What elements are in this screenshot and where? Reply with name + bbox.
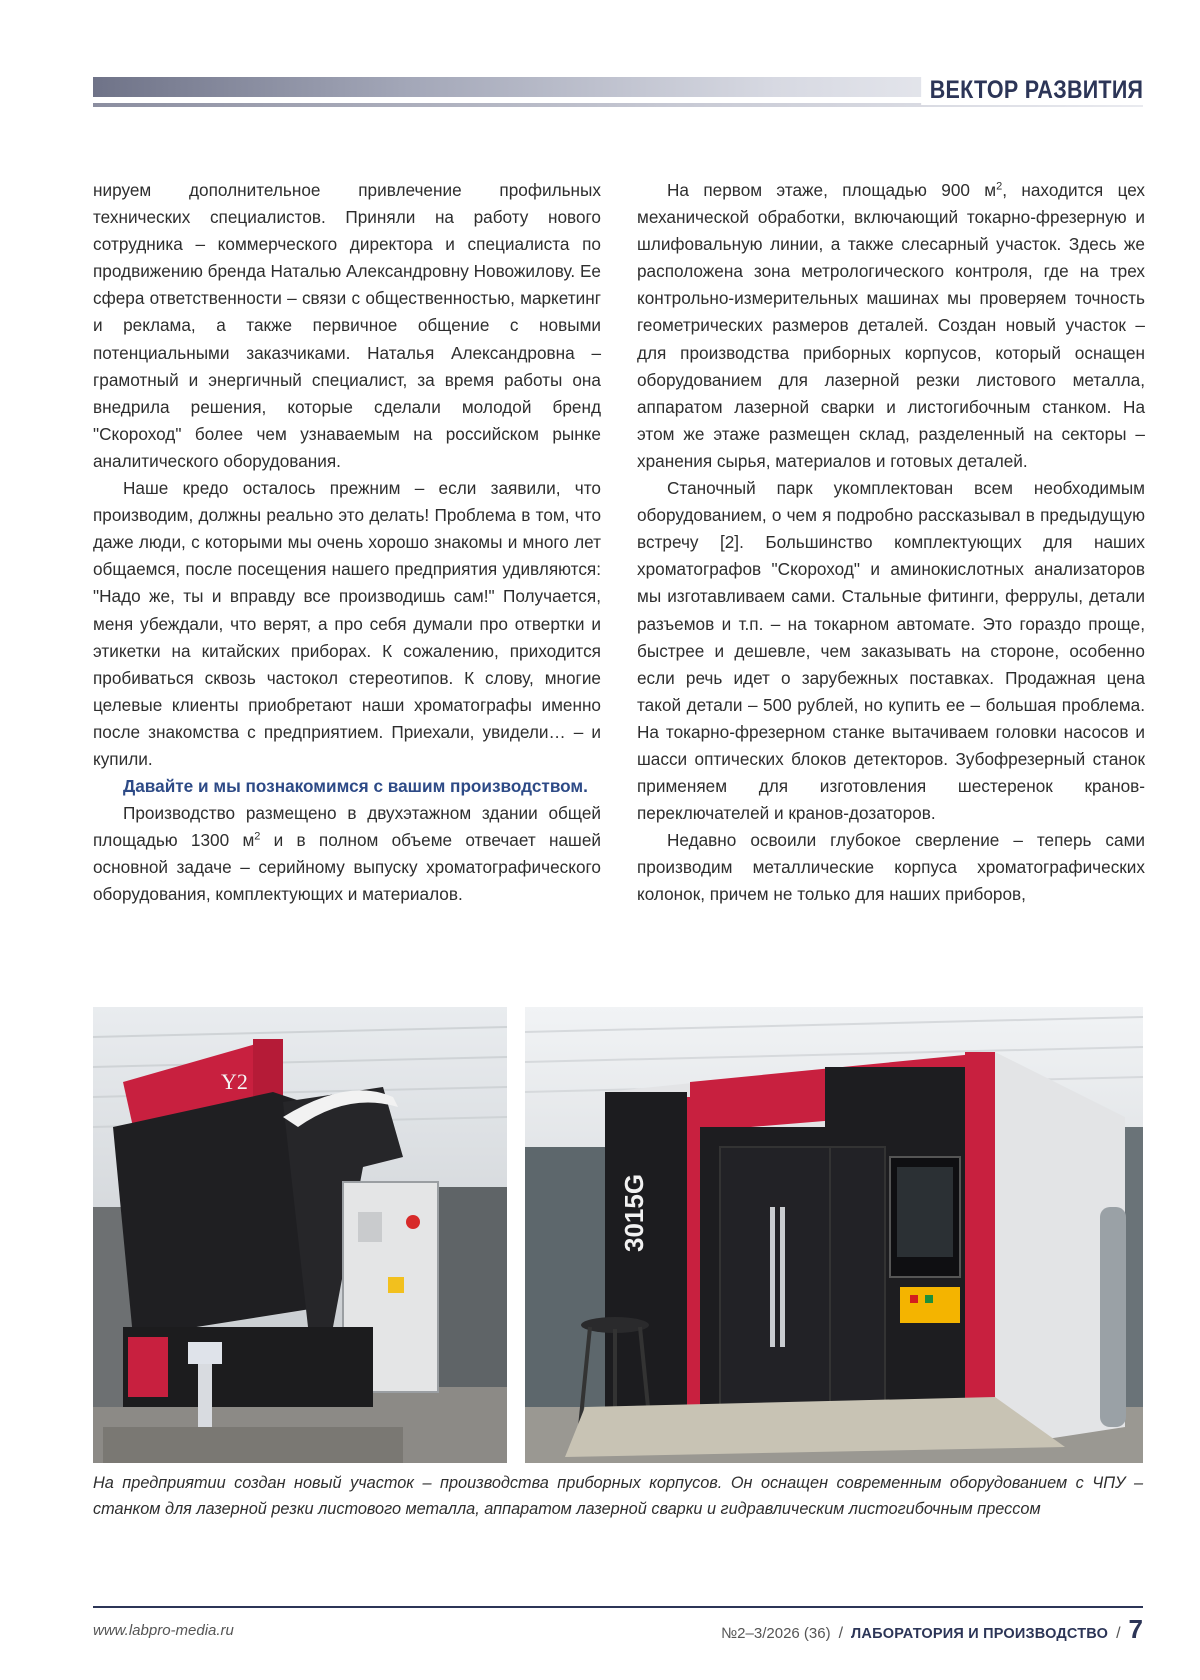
paragraph: Наше кредо осталось прежним – если заявили, что производим, должны реально это делать! Проблема в том, что даже люди, с которыми мы очень хорошо знакомы и много лет общаемся, после посещения нашего предприятия удивляются: "Надо же, ты и вправду все производишь сам!" Получается, меня убеждали, что верят, а про себя думали про отвертки и этикетки на китайских приборах. К сожалению, приходится пробиваться сквозь частокол стереотипов. К слову, многие целевые клиенты приобретают наши хроматографы именно после знакомства с предприятием. Приехали, увидели… – и купили. [93, 478, 601, 769]
interview-question: Давайте и мы познакомимся с вашим производством. [123, 776, 588, 797]
section-title: ВЕКТОР РАЗВИТИЯ [921, 76, 1143, 105]
issue-number: №2–3/2026 (36) [721, 1625, 831, 1642]
machine-label-3015g: 3015G [619, 1173, 649, 1252]
paragraph: Недавно освоили глубокое сверление – теперь сами производим металлические корпуса хроматографических колонок, причем не только для наших приборов, [637, 830, 1145, 905]
press-brake-photo [93, 1007, 507, 1463]
page-number: 7 [1128, 1614, 1143, 1644]
paragraph: Производство размещено в двухэтажном здании общей площадью 1300 $м^2$ и в полном объеме отвечает нашей основной задаче – серийному выпуску хроматографического оборудования, комплектующих и материалов. [93, 803, 601, 905]
separator: / [838, 1625, 844, 1642]
paragraph: нируем дополнительное привлечение профильных технических специалистов. Приняли на работу нового сотрудника – коммерческого директора и специалиста по продвижению бренда Наталью Александровну Новожилову. Ее сфера ответственности – связи с общественностью, маркетинг и реклама, а также первичное общение с новыми потенциальными заказчиками. Наталья Александровна – грамотный и энергичный специалист, за время работы она внедрила решения, которые сделали молодой бренд "Скороход" более чем узнаваемым на российском рынке аналитического оборудования. [93, 180, 601, 471]
paragraph: Станочный парк укомплектован всем необходимым оборудованием, о чем я подробно рассказывал в предыдущую встречу [2]. Большинство комплектующих для наших хроматографов "Скороход" и аминокислотных анализаторов мы изготавливаем сами. Стальные фитинги, феррулы, детали разъемов и т.п. – на токарном автомате. Это гораздо проще, быстрее и дешевле, чем заказывать на стороне, особенно если речь идет о зарубежных поставках. Продажная цена такой детали – 500 рублей, но купить ее – большая проблема. На токарно-фрезерном станке вытачиваем головки насосов и шасси оптических блоков детекторов. Зубофрезерный станок применяем для изготовления шестеренок кранов-переключателей и кранов-дозаторов. [637, 478, 1145, 824]
footer-rule [93, 1606, 1143, 1608]
laser-cutter-photo [525, 1007, 1143, 1463]
paragraph: На первом этаже, площадью 900 $м^2$, находится цех механической обработки, включающий токарно-фрезерную и шлифовальную линии, а также слесарный участок. Здесь же расположена зона метрологического контроля, где на трех контрольно-измерительных машинах мы проверяем точность геометрических размеров деталей. Создан новый участок – для производства приборных корпусов, который оснащен оборудованием для лазерной резки листового металла, аппаратом лазерной сварки и листогибочным станком. На этом же этаже размещен склад, разделенный на секторы – хранения сырья, материалов и готовых деталей. [637, 180, 1146, 471]
magazine-title: ЛАБОРАТОРИЯ И ПРОИЗВОДСТВО [851, 1626, 1109, 1642]
separator: / [1116, 1625, 1121, 1642]
footer-url[interactable]: www.labpro-media.ru [93, 1622, 234, 1639]
right-text-column [637, 177, 1145, 909]
footer-meta [721, 1614, 1143, 1645]
machine-label-y2: Y2 [221, 1069, 248, 1094]
photo-caption: На предприятии создан новый участок – производства приборных корпусов. Он оснащен современным оборудованием с ЧПУ – станком для лазерной резки листового металла, аппаратом лазерной сварки и гидравлическим листогибочным прессом [93, 1474, 1143, 1518]
left-text-column [93, 177, 601, 909]
